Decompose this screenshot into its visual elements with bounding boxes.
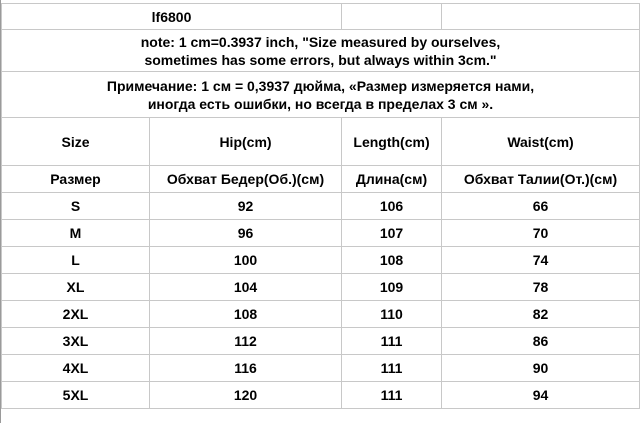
table-row: [2, 193, 640, 220]
product-code: lf6800: [2, 4, 342, 30]
table-row: [2, 274, 640, 301]
length-cell: 111: [342, 328, 442, 355]
length-cell: 107: [342, 220, 442, 247]
hip-cell: 116: [150, 355, 342, 382]
size-cell: 2XL: [2, 301, 150, 328]
length-cell: 108: [342, 247, 442, 274]
length-cell: 111: [342, 355, 442, 382]
hip-cell: 92: [150, 193, 342, 220]
hip-cell: 120: [150, 382, 342, 409]
length-cell: 111: [342, 382, 442, 409]
note-english: [2, 30, 640, 72]
length-cell: 110: [342, 301, 442, 328]
waist-cell: 86: [442, 328, 640, 355]
note-english-line-2: sometimes has some errors, but always within 3cm.": [144, 51, 497, 68]
table-row: [2, 220, 640, 247]
waist-cell: 94: [442, 382, 640, 409]
header-row-english: [2, 118, 640, 166]
empty-cell: [342, 4, 442, 30]
table-row: [2, 328, 640, 355]
waist-cell: 74: [442, 247, 640, 274]
size-cell: 5XL: [2, 382, 150, 409]
header-length-ru: Длина(см): [342, 166, 442, 193]
note-russian-line-2: иногда есть ошибки, но всегда в пределах 3 см ».: [147, 95, 494, 112]
header-hip: Hip(cm): [150, 118, 342, 166]
note-ru-row: [2, 72, 640, 118]
note-russian-line-1: Примечание: 1 см = 0,3937 дюйма, «Размер измеряется нами,: [106, 77, 535, 94]
header-size: Size: [2, 118, 150, 166]
size-cell: XL: [2, 274, 150, 301]
waist-cell: 82: [442, 301, 640, 328]
size-cell: M: [2, 220, 150, 247]
note-english-line-1: note: 1 cm=0.3937 inch, "Size measured by ourselves,: [140, 33, 501, 50]
table-row: [2, 382, 640, 409]
product-code-row: [2, 4, 640, 30]
size-cell: 3XL: [2, 328, 150, 355]
size-chart-table: [1, 3, 640, 409]
size-cell: S: [2, 193, 150, 220]
length-cell: 109: [342, 274, 442, 301]
header-waist-ru: Обхват Талии(От.)(см): [442, 166, 640, 193]
header-row-russian: [2, 166, 640, 193]
size-cell: L: [2, 247, 150, 274]
size-cell: 4XL: [2, 355, 150, 382]
table-row: [2, 247, 640, 274]
empty-cell: [442, 4, 640, 30]
header-waist: Waist(cm): [442, 118, 640, 166]
length-cell: 106: [342, 193, 442, 220]
header-size-ru: Размер: [2, 166, 150, 193]
waist-cell: 78: [442, 274, 640, 301]
note-en-row: [2, 30, 640, 72]
waist-cell: 66: [442, 193, 640, 220]
header-hip-ru: Обхват Бедер(Об.)(см): [150, 166, 342, 193]
hip-cell: 108: [150, 301, 342, 328]
note-russian: [2, 72, 640, 118]
table-row: [2, 301, 640, 328]
waist-cell: 70: [442, 220, 640, 247]
table-row: [2, 355, 640, 382]
hip-cell: 96: [150, 220, 342, 247]
hip-cell: 104: [150, 274, 342, 301]
hip-cell: 112: [150, 328, 342, 355]
waist-cell: 90: [442, 355, 640, 382]
header-length: Length(cm): [342, 118, 442, 166]
hip-cell: 100: [150, 247, 342, 274]
